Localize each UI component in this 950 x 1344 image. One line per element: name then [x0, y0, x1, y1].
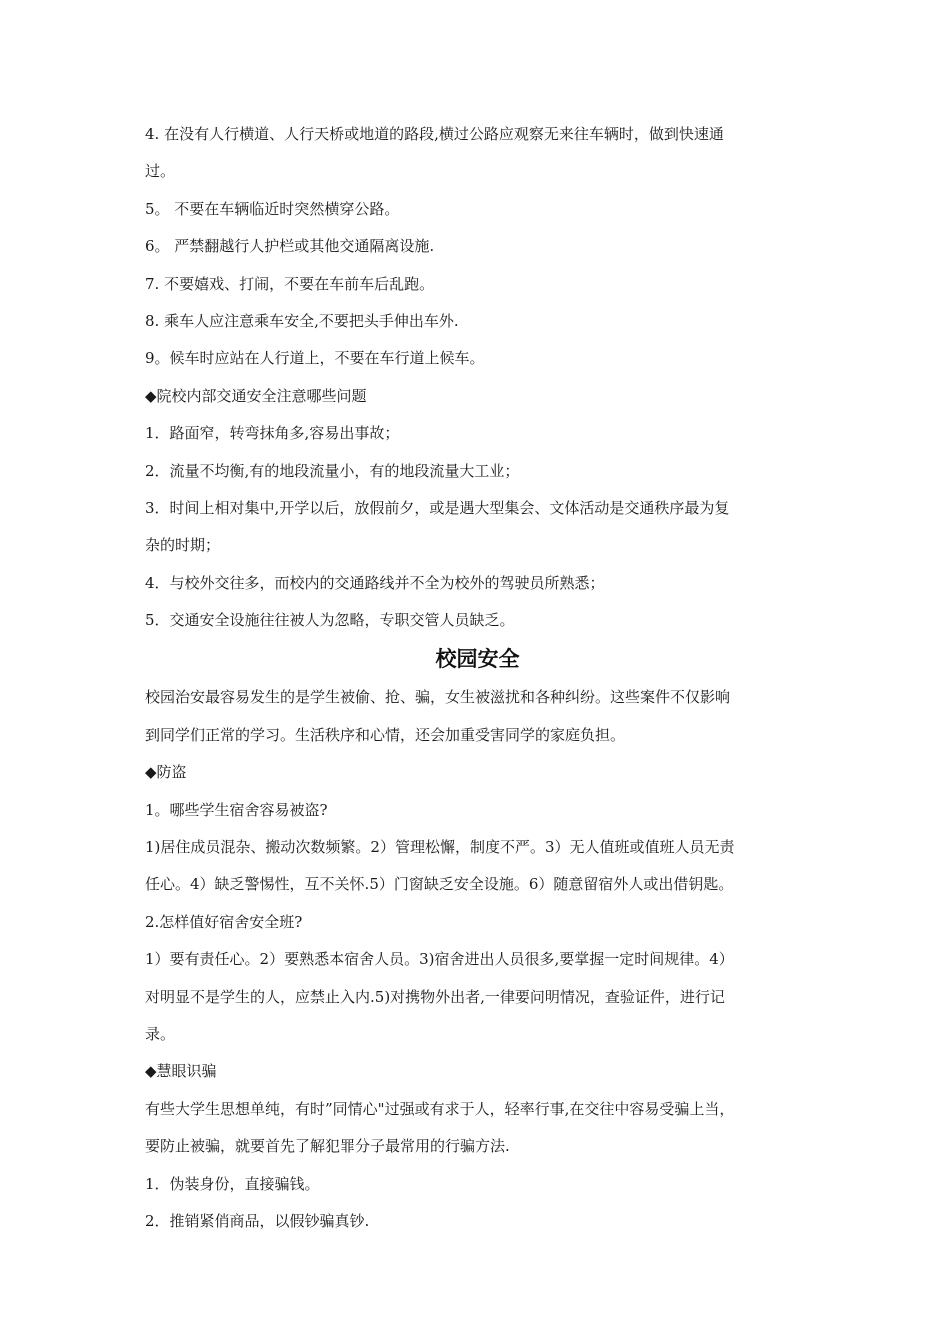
paragraph-line: 对明显不是学生的人，应禁止入内.5)对携物外出者,一律要问明情况，查验证件，进行记 [145, 987, 725, 1006]
paragraph-line: 要防止被骗，就要首先了解犯罪分子最常用的行骗方法. [145, 1137, 510, 1156]
campus-safety-section [145, 679, 810, 1240]
paragraph-line: 任心。4）缺乏警惕性，互不关怀.5）门窗缺乏安全设施。6）随意留宿外人或出借钥匙。 [145, 875, 734, 894]
paragraph-line: 4. 在没有人行横道、人行天桥或地道的路段,横过公路应观察无来往车辆时，做到快速通 [145, 125, 724, 143]
paragraph-line: 2．流量不均衡,有的地段流量小，有的地段流量大工业； [145, 461, 520, 480]
paragraph-line: 录。 [145, 1024, 176, 1043]
paragraph-line: 1．路面窄，转弯抹角多,容易出事故； [145, 424, 400, 443]
paragraph-line: 8. 乘车人应注意乘车安全,不要把头手伸出车外. [145, 311, 459, 330]
section-title: 校园安全 [435, 647, 520, 672]
paragraph-line: 7. 不要嬉戏、打闹，不要在车前车后乱跑。 [145, 274, 435, 293]
paragraph-line: 5。 不要在车辆临近时突然横穿公路。 [145, 199, 400, 218]
paragraph-line: 1。哪些学生宿舍容易被盗? [145, 800, 328, 819]
paragraph-line: 2.怎样值好宿舍安全班? [145, 912, 303, 931]
paragraph-line: 2．推销紧俏商品，以假钞骗真钞. [145, 1211, 370, 1230]
document-page [145, 116, 810, 1240]
paragraph-line: 到同学们正常的学习。生活秩序和心情，还会加重受害同学的家庭负担。 [145, 725, 626, 744]
paragraph-line: 杂的时期； [145, 536, 221, 555]
paragraph-line: 校园治安最容易发生的是学生被偷、抢、骗，女生被滋扰和各种纠纷。这些案件不仅影响 [145, 688, 731, 707]
paragraph-line: 1）要有责任心。2）要熟悉本宿舍人员。3)宿舍进出人员很多,要掌握一定时间规律。4） [145, 950, 734, 969]
paragraph-line: ◆院校内部交通安全注意哪些问题 [145, 386, 367, 405]
paragraph-line: 6。 严禁翻越行人护栏或其他交通隔离设施. [145, 237, 435, 256]
paragraph-line: 9。候车时应站在人行道上，不要在车行道上候车。 [145, 349, 485, 368]
paragraph-line: 有些大学生思想单纯，有时”同情心"过强或有求于人，轻率行事,在交往中容易受骗上当， [145, 1099, 735, 1118]
paragraph-line: ◆防盗 [145, 763, 187, 782]
paragraph-line: 1)居住成员混杂、搬动次数频繁。2）管理松懈，制度不严。3）无人值班或值班人员无责 [145, 838, 735, 857]
paragraph-line: 1．伪装身份，直接骗钱。 [145, 1174, 320, 1193]
paragraph-line: 3．时间上相对集中,开学以后，放假前夕，或是遇大型集会、文体活动是交通秩序最为复 [145, 498, 730, 517]
paragraph-line: 4．与校外交往多，而校内的交通路线并不全为校外的驾驶员所熟悉； [145, 573, 605, 592]
paragraph-line: 5．交通安全设施往往被人为忽略，专职交管人员缺乏。 [145, 611, 515, 630]
paragraph-line: 过。 [145, 162, 176, 181]
paragraph-line: ◆慧眼识骗 [145, 1062, 217, 1081]
traffic-safety-section [145, 116, 810, 639]
